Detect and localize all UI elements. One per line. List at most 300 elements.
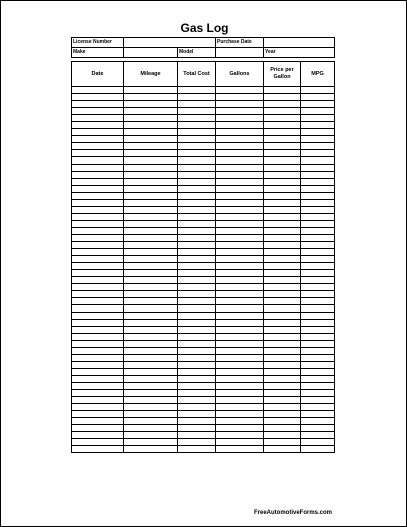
gallons-cell[interactable]	[216, 411, 264, 418]
mpg-cell[interactable]	[301, 108, 335, 115]
gallons-cell[interactable]	[216, 425, 264, 432]
gallons-cell[interactable]	[216, 164, 264, 171]
gallons-cell[interactable]	[216, 418, 264, 425]
price-per-gallon-cell[interactable]	[264, 192, 301, 199]
year-cell[interactable]	[264, 48, 335, 58]
mpg-cell[interactable]	[301, 411, 335, 418]
total-cost-cell[interactable]	[178, 171, 216, 178]
price-per-gallon-cell[interactable]	[264, 382, 301, 389]
gallons-cell[interactable]	[216, 347, 264, 354]
total-cost-cell[interactable]	[178, 375, 216, 382]
price-per-gallon-cell[interactable]	[264, 87, 301, 94]
mpg-cell[interactable]	[301, 333, 335, 340]
mileage-cell[interactable]	[124, 305, 178, 312]
total-cost-cell[interactable]	[178, 108, 216, 115]
total-cost-cell[interactable]	[178, 249, 216, 256]
mileage-cell[interactable]	[124, 249, 178, 256]
mpg-cell[interactable]	[301, 432, 335, 439]
date-cell[interactable]	[72, 432, 124, 439]
date-cell[interactable]	[72, 418, 124, 425]
gallons-cell[interactable]	[216, 354, 264, 361]
date-cell[interactable]	[72, 213, 124, 220]
date-cell[interactable]	[72, 298, 124, 305]
mileage-cell[interactable]	[124, 361, 178, 368]
mileage-cell[interactable]	[124, 108, 178, 115]
mileage-cell[interactable]	[124, 277, 178, 284]
mpg-cell[interactable]	[301, 136, 335, 143]
total-cost-cell[interactable]	[178, 213, 216, 220]
price-per-gallon-cell[interactable]	[264, 404, 301, 411]
mpg-cell[interactable]	[301, 220, 335, 227]
date-cell[interactable]	[72, 368, 124, 375]
price-per-gallon-cell[interactable]	[264, 220, 301, 227]
total-cost-cell[interactable]	[178, 115, 216, 122]
mpg-cell[interactable]	[301, 375, 335, 382]
date-cell[interactable]	[72, 277, 124, 284]
mileage-cell[interactable]	[124, 150, 178, 157]
date-cell[interactable]	[72, 185, 124, 192]
mileage-cell[interactable]	[124, 368, 178, 375]
date-cell[interactable]	[72, 150, 124, 157]
date-cell[interactable]	[72, 404, 124, 411]
mileage-cell[interactable]	[124, 115, 178, 122]
date-cell[interactable]	[72, 178, 124, 185]
gallons-cell[interactable]	[216, 192, 264, 199]
mileage-cell[interactable]	[124, 347, 178, 354]
gallons-cell[interactable]	[216, 87, 264, 94]
price-per-gallon-cell[interactable]	[264, 199, 301, 206]
mileage-cell[interactable]	[124, 213, 178, 220]
price-per-gallon-cell[interactable]	[264, 234, 301, 241]
price-per-gallon-cell[interactable]	[264, 375, 301, 382]
mileage-cell[interactable]	[124, 446, 178, 453]
mileage-cell[interactable]	[124, 270, 178, 277]
gallons-cell[interactable]	[216, 340, 264, 347]
gallons-cell[interactable]	[216, 305, 264, 312]
mileage-cell[interactable]	[124, 242, 178, 249]
price-per-gallon-cell[interactable]	[264, 284, 301, 291]
gallons-cell[interactable]	[216, 185, 264, 192]
mpg-cell[interactable]	[301, 242, 335, 249]
gallons-cell[interactable]	[216, 404, 264, 411]
total-cost-cell[interactable]	[178, 185, 216, 192]
date-cell[interactable]	[72, 94, 124, 101]
total-cost-cell[interactable]	[178, 397, 216, 404]
mileage-cell[interactable]	[124, 340, 178, 347]
date-cell[interactable]	[72, 375, 124, 382]
gallons-cell[interactable]	[216, 150, 264, 157]
gallons-cell[interactable]	[216, 256, 264, 263]
date-cell[interactable]	[72, 439, 124, 446]
price-per-gallon-cell[interactable]	[264, 277, 301, 284]
mpg-cell[interactable]	[301, 101, 335, 108]
mileage-cell[interactable]	[124, 418, 178, 425]
mpg-cell[interactable]	[301, 213, 335, 220]
gallons-cell[interactable]	[216, 368, 264, 375]
total-cost-cell[interactable]	[178, 439, 216, 446]
mileage-cell[interactable]	[124, 326, 178, 333]
mpg-cell[interactable]	[301, 87, 335, 94]
price-per-gallon-cell[interactable]	[264, 319, 301, 326]
date-cell[interactable]	[72, 101, 124, 108]
gallons-cell[interactable]	[216, 432, 264, 439]
mileage-cell[interactable]	[124, 432, 178, 439]
gallons-cell[interactable]	[216, 361, 264, 368]
gallons-cell[interactable]	[216, 220, 264, 227]
price-per-gallon-cell[interactable]	[264, 150, 301, 157]
price-per-gallon-cell[interactable]	[264, 446, 301, 453]
date-cell[interactable]	[72, 87, 124, 94]
mpg-cell[interactable]	[301, 326, 335, 333]
mileage-cell[interactable]	[124, 263, 178, 270]
date-cell[interactable]	[72, 143, 124, 150]
date-cell[interactable]	[72, 220, 124, 227]
total-cost-cell[interactable]	[178, 87, 216, 94]
total-cost-cell[interactable]	[178, 284, 216, 291]
date-cell[interactable]	[72, 411, 124, 418]
mileage-cell[interactable]	[124, 94, 178, 101]
mpg-cell[interactable]	[301, 234, 335, 241]
gallons-cell[interactable]	[216, 397, 264, 404]
price-per-gallon-cell[interactable]	[264, 115, 301, 122]
mileage-cell[interactable]	[124, 354, 178, 361]
mpg-cell[interactable]	[301, 270, 335, 277]
total-cost-cell[interactable]	[178, 319, 216, 326]
mpg-cell[interactable]	[301, 361, 335, 368]
mpg-cell[interactable]	[301, 164, 335, 171]
mpg-cell[interactable]	[301, 249, 335, 256]
date-cell[interactable]	[72, 291, 124, 298]
gallons-cell[interactable]	[216, 277, 264, 284]
mileage-cell[interactable]	[124, 220, 178, 227]
mpg-cell[interactable]	[301, 263, 335, 270]
total-cost-cell[interactable]	[178, 368, 216, 375]
mpg-cell[interactable]	[301, 340, 335, 347]
total-cost-cell[interactable]	[178, 206, 216, 213]
price-per-gallon-cell[interactable]	[264, 305, 301, 312]
mpg-cell[interactable]	[301, 171, 335, 178]
total-cost-cell[interactable]	[178, 242, 216, 249]
date-cell[interactable]	[72, 270, 124, 277]
mileage-cell[interactable]	[124, 136, 178, 143]
price-per-gallon-cell[interactable]	[264, 411, 301, 418]
gallons-cell[interactable]	[216, 242, 264, 249]
price-per-gallon-cell[interactable]	[264, 178, 301, 185]
price-per-gallon-cell[interactable]	[264, 227, 301, 234]
date-cell[interactable]	[72, 390, 124, 397]
price-per-gallon-cell[interactable]	[264, 143, 301, 150]
mpg-cell[interactable]	[301, 122, 335, 129]
gallons-cell[interactable]	[216, 291, 264, 298]
mileage-cell[interactable]	[124, 143, 178, 150]
mileage-cell[interactable]	[124, 234, 178, 241]
mileage-cell[interactable]	[124, 382, 178, 389]
gallons-cell[interactable]	[216, 213, 264, 220]
gallons-cell[interactable]	[216, 375, 264, 382]
total-cost-cell[interactable]	[178, 333, 216, 340]
total-cost-cell[interactable]	[178, 312, 216, 319]
gallons-cell[interactable]	[216, 446, 264, 453]
mpg-cell[interactable]	[301, 157, 335, 164]
date-cell[interactable]	[72, 164, 124, 171]
price-per-gallon-cell[interactable]	[264, 101, 301, 108]
date-cell[interactable]	[72, 446, 124, 453]
price-per-gallon-cell[interactable]	[264, 354, 301, 361]
gallons-cell[interactable]	[216, 326, 264, 333]
mpg-cell[interactable]	[301, 305, 335, 312]
date-cell[interactable]	[72, 108, 124, 115]
price-per-gallon-cell[interactable]	[264, 439, 301, 446]
gallons-cell[interactable]	[216, 227, 264, 234]
price-per-gallon-cell[interactable]	[264, 256, 301, 263]
gallons-cell[interactable]	[216, 312, 264, 319]
total-cost-cell[interactable]	[178, 298, 216, 305]
price-per-gallon-cell[interactable]	[264, 206, 301, 213]
price-per-gallon-cell[interactable]	[264, 164, 301, 171]
date-cell[interactable]	[72, 347, 124, 354]
date-cell[interactable]	[72, 227, 124, 234]
mileage-cell[interactable]	[124, 298, 178, 305]
license-number-field[interactable]	[124, 38, 216, 48]
price-per-gallon-cell[interactable]	[264, 270, 301, 277]
mileage-cell[interactable]	[124, 192, 178, 199]
total-cost-cell[interactable]	[178, 199, 216, 206]
total-cost-cell[interactable]	[178, 94, 216, 101]
mileage-cell[interactable]	[124, 256, 178, 263]
gallons-cell[interactable]	[216, 108, 264, 115]
total-cost-cell[interactable]	[178, 291, 216, 298]
mileage-cell[interactable]	[124, 439, 178, 446]
mileage-cell[interactable]	[124, 101, 178, 108]
mpg-cell[interactable]	[301, 94, 335, 101]
mpg-cell[interactable]	[301, 425, 335, 432]
price-per-gallon-cell[interactable]	[264, 213, 301, 220]
date-cell[interactable]	[72, 333, 124, 340]
price-per-gallon-cell[interactable]	[264, 185, 301, 192]
mpg-cell[interactable]	[301, 312, 335, 319]
date-cell[interactable]	[72, 122, 124, 129]
total-cost-cell[interactable]	[178, 432, 216, 439]
date-cell[interactable]	[72, 361, 124, 368]
total-cost-cell[interactable]	[178, 178, 216, 185]
gallons-cell[interactable]	[216, 94, 264, 101]
total-cost-cell[interactable]	[178, 136, 216, 143]
total-cost-cell[interactable]	[178, 150, 216, 157]
price-per-gallon-cell[interactable]	[264, 157, 301, 164]
price-per-gallon-cell[interactable]	[264, 136, 301, 143]
total-cost-cell[interactable]	[178, 234, 216, 241]
mileage-cell[interactable]	[124, 227, 178, 234]
gallons-cell[interactable]	[216, 143, 264, 150]
mileage-cell[interactable]	[124, 390, 178, 397]
mileage-cell[interactable]	[124, 312, 178, 319]
total-cost-cell[interactable]	[178, 277, 216, 284]
mileage-cell[interactable]	[124, 319, 178, 326]
mpg-cell[interactable]	[301, 368, 335, 375]
date-cell[interactable]	[72, 242, 124, 249]
price-per-gallon-cell[interactable]	[264, 368, 301, 375]
mileage-cell[interactable]	[124, 178, 178, 185]
gallons-cell[interactable]	[216, 284, 264, 291]
total-cost-cell[interactable]	[178, 122, 216, 129]
date-cell[interactable]	[72, 171, 124, 178]
mpg-cell[interactable]	[301, 199, 335, 206]
price-per-gallon-cell[interactable]	[264, 340, 301, 347]
mpg-cell[interactable]	[301, 185, 335, 192]
price-per-gallon-cell[interactable]	[264, 129, 301, 136]
total-cost-cell[interactable]	[178, 326, 216, 333]
date-cell[interactable]	[72, 157, 124, 164]
gallons-cell[interactable]	[216, 249, 264, 256]
total-cost-cell[interactable]	[178, 192, 216, 199]
total-cost-cell[interactable]	[178, 101, 216, 108]
mpg-cell[interactable]	[301, 115, 335, 122]
mpg-cell[interactable]	[301, 227, 335, 234]
total-cost-cell[interactable]	[178, 270, 216, 277]
gallons-cell[interactable]	[216, 101, 264, 108]
price-per-gallon-cell[interactable]	[264, 347, 301, 354]
date-cell[interactable]	[72, 305, 124, 312]
mpg-cell[interactable]	[301, 446, 335, 453]
total-cost-cell[interactable]	[178, 361, 216, 368]
mpg-cell[interactable]	[301, 129, 335, 136]
mileage-cell[interactable]	[124, 333, 178, 340]
gallons-cell[interactable]	[216, 234, 264, 241]
price-per-gallon-cell[interactable]	[264, 242, 301, 249]
date-cell[interactable]	[72, 136, 124, 143]
date-cell[interactable]	[72, 192, 124, 199]
mileage-cell[interactable]	[124, 164, 178, 171]
gallons-cell[interactable]	[216, 263, 264, 270]
total-cost-cell[interactable]	[178, 157, 216, 164]
gallons-cell[interactable]	[216, 115, 264, 122]
mileage-cell[interactable]	[124, 425, 178, 432]
date-cell[interactable]	[72, 256, 124, 263]
gallons-cell[interactable]	[216, 157, 264, 164]
price-per-gallon-cell[interactable]	[264, 326, 301, 333]
mpg-cell[interactable]	[301, 284, 335, 291]
date-cell[interactable]	[72, 326, 124, 333]
make-field[interactable]	[124, 48, 178, 58]
price-per-gallon-cell[interactable]	[264, 312, 301, 319]
gallons-cell[interactable]	[216, 122, 264, 129]
mpg-cell[interactable]	[301, 192, 335, 199]
total-cost-cell[interactable]	[178, 347, 216, 354]
total-cost-cell[interactable]	[178, 354, 216, 361]
date-cell[interactable]	[72, 340, 124, 347]
mpg-cell[interactable]	[301, 319, 335, 326]
total-cost-cell[interactable]	[178, 411, 216, 418]
price-per-gallon-cell[interactable]	[264, 298, 301, 305]
total-cost-cell[interactable]	[178, 446, 216, 453]
total-cost-cell[interactable]	[178, 263, 216, 270]
price-per-gallon-cell[interactable]	[264, 108, 301, 115]
gallons-cell[interactable]	[216, 382, 264, 389]
mileage-cell[interactable]	[124, 122, 178, 129]
price-per-gallon-cell[interactable]	[264, 94, 301, 101]
gallons-cell[interactable]	[216, 298, 264, 305]
date-cell[interactable]	[72, 115, 124, 122]
date-cell[interactable]	[72, 397, 124, 404]
gallons-cell[interactable]	[216, 333, 264, 340]
mpg-cell[interactable]	[301, 206, 335, 213]
date-cell[interactable]	[72, 284, 124, 291]
total-cost-cell[interactable]	[178, 256, 216, 263]
mpg-cell[interactable]	[301, 291, 335, 298]
price-per-gallon-cell[interactable]	[264, 418, 301, 425]
gallons-cell[interactable]	[216, 206, 264, 213]
total-cost-cell[interactable]	[178, 227, 216, 234]
gallons-cell[interactable]	[216, 178, 264, 185]
date-cell[interactable]	[72, 382, 124, 389]
mpg-cell[interactable]	[301, 390, 335, 397]
mileage-cell[interactable]	[124, 171, 178, 178]
mpg-cell[interactable]	[301, 439, 335, 446]
price-per-gallon-cell[interactable]	[264, 333, 301, 340]
mpg-cell[interactable]	[301, 382, 335, 389]
date-cell[interactable]	[72, 249, 124, 256]
date-cell[interactable]	[72, 129, 124, 136]
price-per-gallon-cell[interactable]	[264, 249, 301, 256]
purchase-date-field[interactable]	[264, 38, 335, 48]
mileage-cell[interactable]	[124, 157, 178, 164]
mileage-cell[interactable]	[124, 185, 178, 192]
gallons-cell[interactable]	[216, 319, 264, 326]
price-per-gallon-cell[interactable]	[264, 432, 301, 439]
total-cost-cell[interactable]	[178, 305, 216, 312]
mpg-cell[interactable]	[301, 354, 335, 361]
price-per-gallon-cell[interactable]	[264, 171, 301, 178]
gallons-cell[interactable]	[216, 129, 264, 136]
date-cell[interactable]	[72, 354, 124, 361]
total-cost-cell[interactable]	[178, 164, 216, 171]
mpg-cell[interactable]	[301, 256, 335, 263]
gallons-cell[interactable]	[216, 390, 264, 397]
mileage-cell[interactable]	[124, 291, 178, 298]
mileage-cell[interactable]	[124, 411, 178, 418]
date-cell[interactable]	[72, 206, 124, 213]
price-per-gallon-cell[interactable]	[264, 361, 301, 368]
mpg-cell[interactable]	[301, 150, 335, 157]
gallons-cell[interactable]	[216, 171, 264, 178]
price-per-gallon-cell[interactable]	[264, 397, 301, 404]
gallons-cell[interactable]	[216, 136, 264, 143]
date-cell[interactable]	[72, 263, 124, 270]
price-per-gallon-cell[interactable]	[264, 291, 301, 298]
total-cost-cell[interactable]	[178, 220, 216, 227]
gallons-cell[interactable]	[216, 199, 264, 206]
mileage-cell[interactable]	[124, 87, 178, 94]
mpg-cell[interactable]	[301, 178, 335, 185]
mileage-cell[interactable]	[124, 397, 178, 404]
total-cost-cell[interactable]	[178, 390, 216, 397]
mileage-cell[interactable]	[124, 199, 178, 206]
total-cost-cell[interactable]	[178, 418, 216, 425]
total-cost-cell[interactable]	[178, 425, 216, 432]
mpg-cell[interactable]	[301, 347, 335, 354]
mpg-cell[interactable]	[301, 298, 335, 305]
gallons-cell[interactable]	[216, 270, 264, 277]
date-cell[interactable]	[72, 312, 124, 319]
total-cost-cell[interactable]	[178, 382, 216, 389]
price-per-gallon-cell[interactable]	[264, 425, 301, 432]
total-cost-cell[interactable]	[178, 129, 216, 136]
model-field[interactable]	[216, 48, 264, 58]
mileage-cell[interactable]	[124, 375, 178, 382]
total-cost-cell[interactable]	[178, 340, 216, 347]
mileage-cell[interactable]	[124, 129, 178, 136]
gallons-cell[interactable]	[216, 439, 264, 446]
